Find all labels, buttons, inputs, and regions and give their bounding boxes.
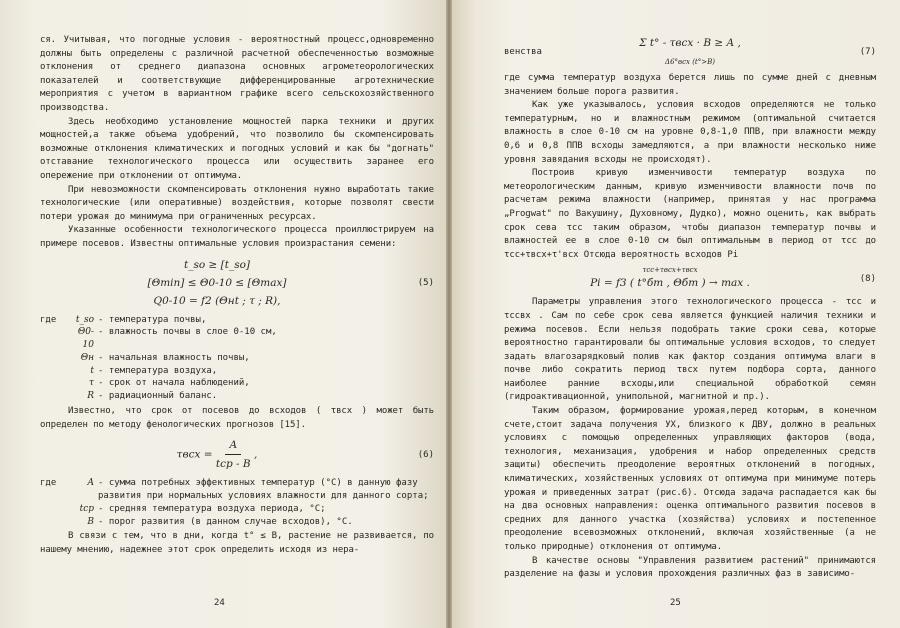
paragraph: При невозможности скомпенсировать отклонения нужно выработать такие технологические (или оперативные) воздействия, которые позволят свести потери урожая до минимума при ограниченных ресурсах. — [40, 184, 434, 222]
symbol: Θн — [80, 352, 94, 363]
formula-lhs: τвсх = — [176, 448, 213, 461]
equation-number: (5) — [417, 277, 434, 288]
paragraph: Как уже указывалось, условия всходов определяются не только температурным, но и влажностным режимом (оптимальной считается влажность в слое 0-10 см на уровне 0,8-1,0 ППВ, при влажности между 0,6 и 0,8 ППВ всходы замедляются, а при влажности несколько ниже уровня завядания всходы не происходят). — [504, 100, 876, 165]
paragraph: Таким образом, формирование урожая,перед которым, в конечном счете,стоит задача получения УХ, близкого к ДВУ, должно в реальных условиях с помощью определенных управляющих факторов (вода, технология, механизация, удобрения и набор определенных средств защиты) обеспечить преодоление вероятных отклонений в погодных, климатических, хозяйственных условиях от оптимума при минимуме потерь урожая и приведенных затрат (рис.6). Отсюда задача распадается как бы на два основных направления: оценка оптимального развития посевов в средних для данного участка (хозяйства) условиях и постепенное преодоление всевозможных отклонений, включая хозяйственные (а не только природные) отклонения от оптимума. — [504, 406, 876, 552]
definition: - средняя температура воздуха периода, °C; — [98, 503, 326, 514]
definition: - начальная влажность почвы, — [98, 352, 250, 363]
definition: - влажность почвы в слое 0-10 см, — [98, 327, 277, 338]
paragraph: В качестве основы "Управления развитием растений" принимаются разделение на фазы и условия прохождения различных фаз в зависимо- — [504, 555, 876, 580]
formula-line: Q0-10 = f2 (Θнt ; τ ; R), — [153, 294, 281, 307]
definition: - температура воздуха, — [98, 365, 218, 376]
paragraph: Известно, что срок от посевов до всходов ( τвсх ) может быть определен по методу фенологических прогнозов [15]. — [40, 406, 434, 430]
symbol: B — [87, 516, 94, 527]
left-page — [0, 0, 448, 628]
equation-number: (7) — [859, 47, 876, 57]
paragraph: В связи с тем, что в дни, когда t° ≤ B, растение не развивается, по нашему мнению, надежнее этот срок определить исходя из нера- — [40, 531, 434, 556]
symbol: R — [87, 391, 94, 402]
definition: - порог развития (в данном случае всходов), °C. — [98, 516, 353, 527]
formula-numerator: A — [225, 436, 241, 455]
defs-lead: где — [40, 314, 57, 325]
equation-number: (6) — [417, 449, 434, 460]
paragraph: Построив кривую изменчивости температур воздуха по метеорологическим данным, кривую изменчивости влажности почв по расчетам режима влажности (например, принятая у нас программа „Progwat" по Вакушину, Духовному, Дудко), можно оценить, как выбрать срок сева τсс таким образом, чтобы диапазон температур почвы и влажностей ее в слое 0-10 см был оптимальным в период от τсс до τсс+τвсх+τ'всх Отсюда вероятность всходов Рi — [504, 168, 876, 260]
formula-6 — [40, 436, 434, 473]
formula-5 — [40, 256, 434, 310]
symbol: A — [87, 478, 94, 489]
definition: - температура почвы, — [98, 314, 207, 325]
symbol: τ — [89, 378, 94, 389]
formula-text: Σ t° - τвсх · B ≥ A , — [639, 37, 741, 49]
paragraph: где сумма температур воздуха берется лишь по сумме дней с дневным значением больше порога развития. — [504, 73, 876, 97]
equation-number: (8) — [859, 274, 876, 285]
head-word: венства — [504, 47, 542, 57]
formula-line: [Θmin] ≤ Θ0-10 ≤ [Θmax] — [147, 276, 287, 289]
page-number: 24 — [214, 598, 225, 608]
page-number: 25 — [670, 598, 681, 608]
definitions-list — [40, 477, 434, 528]
paragraph: Здесь необходимо установление мощностей парка техники и других мощностей,а также объема удобрений, что позволило бы скомпенсировать возможные отклонения климатических и погодных условий и как бы "догнать" отставание технологического процесса или осуществить заранее его опережение при отклонении от оптимума. — [40, 116, 434, 181]
definitions-list — [40, 314, 434, 404]
definition: - срок от начала наблюдений, — [98, 378, 250, 389]
symbol: Θ0-10 — [77, 327, 94, 351]
formula-text: Pi = f3 ( t°бт , Θбт ) → max . — [590, 277, 750, 290]
formula-subscript: Δ6°всх (t°>B) — [665, 58, 715, 66]
paragraph: ся. Учитывая, что погодные условия - вероятностный процесс,одновременно должны быть определены с различной расчетной обеспеченностью возможные отклонения от среднего диапазона основных агрометеорологических показателей и соответствующие дифференцированные агротехнические мероприятия с учетом в вариантном графике всего сельскохозяйственного производства. — [40, 35, 434, 113]
symbol: t_so — [75, 314, 94, 325]
formula-tail: , — [253, 448, 258, 461]
formula-line: t_so ≥ [t_so] — [183, 258, 251, 271]
paragraph: Указанные особенности технологического процесса проиллюстрируем на примере посевов. Известны оптимальные условия произрастания семени: — [40, 225, 434, 249]
paragraph: Параметры управления этого технологического процесса - τсс и τссвх . Сам по себе срок сева является функцией наличия техники и режима посевов. Если нельзя подобрать такие сроки сева, которые вероятностно гарантировали бы оптимальные условия всходов, то следует задать влагозарядковый полив как фактор создания оптимума влаги в почве либо сократить период τвсх путем подбора сорта, данного наиболее ранние всходы,или специальной обработкой семян (гидроактивационной, унипольной, магнитной и пр.). — [504, 297, 876, 403]
formula-superscript: τсс+τвсх+τвсх — [642, 266, 698, 275]
book-gutter — [446, 0, 452, 628]
symbol: tcp — [79, 503, 94, 514]
formula-denominator: tcp - B — [215, 458, 251, 471]
formula-7 — [504, 34, 876, 70]
defs-lead: где — [40, 478, 57, 489]
symbol: t — [90, 365, 94, 376]
definition: - сумма потребных эффективных температур (°C) в данную фазу развития при нормальных условиях влажности для данного сорта; — [98, 478, 429, 502]
formula-8 — [504, 266, 876, 292]
definition: - радиационный баланс. — [98, 391, 218, 402]
right-page — [448, 0, 900, 628]
